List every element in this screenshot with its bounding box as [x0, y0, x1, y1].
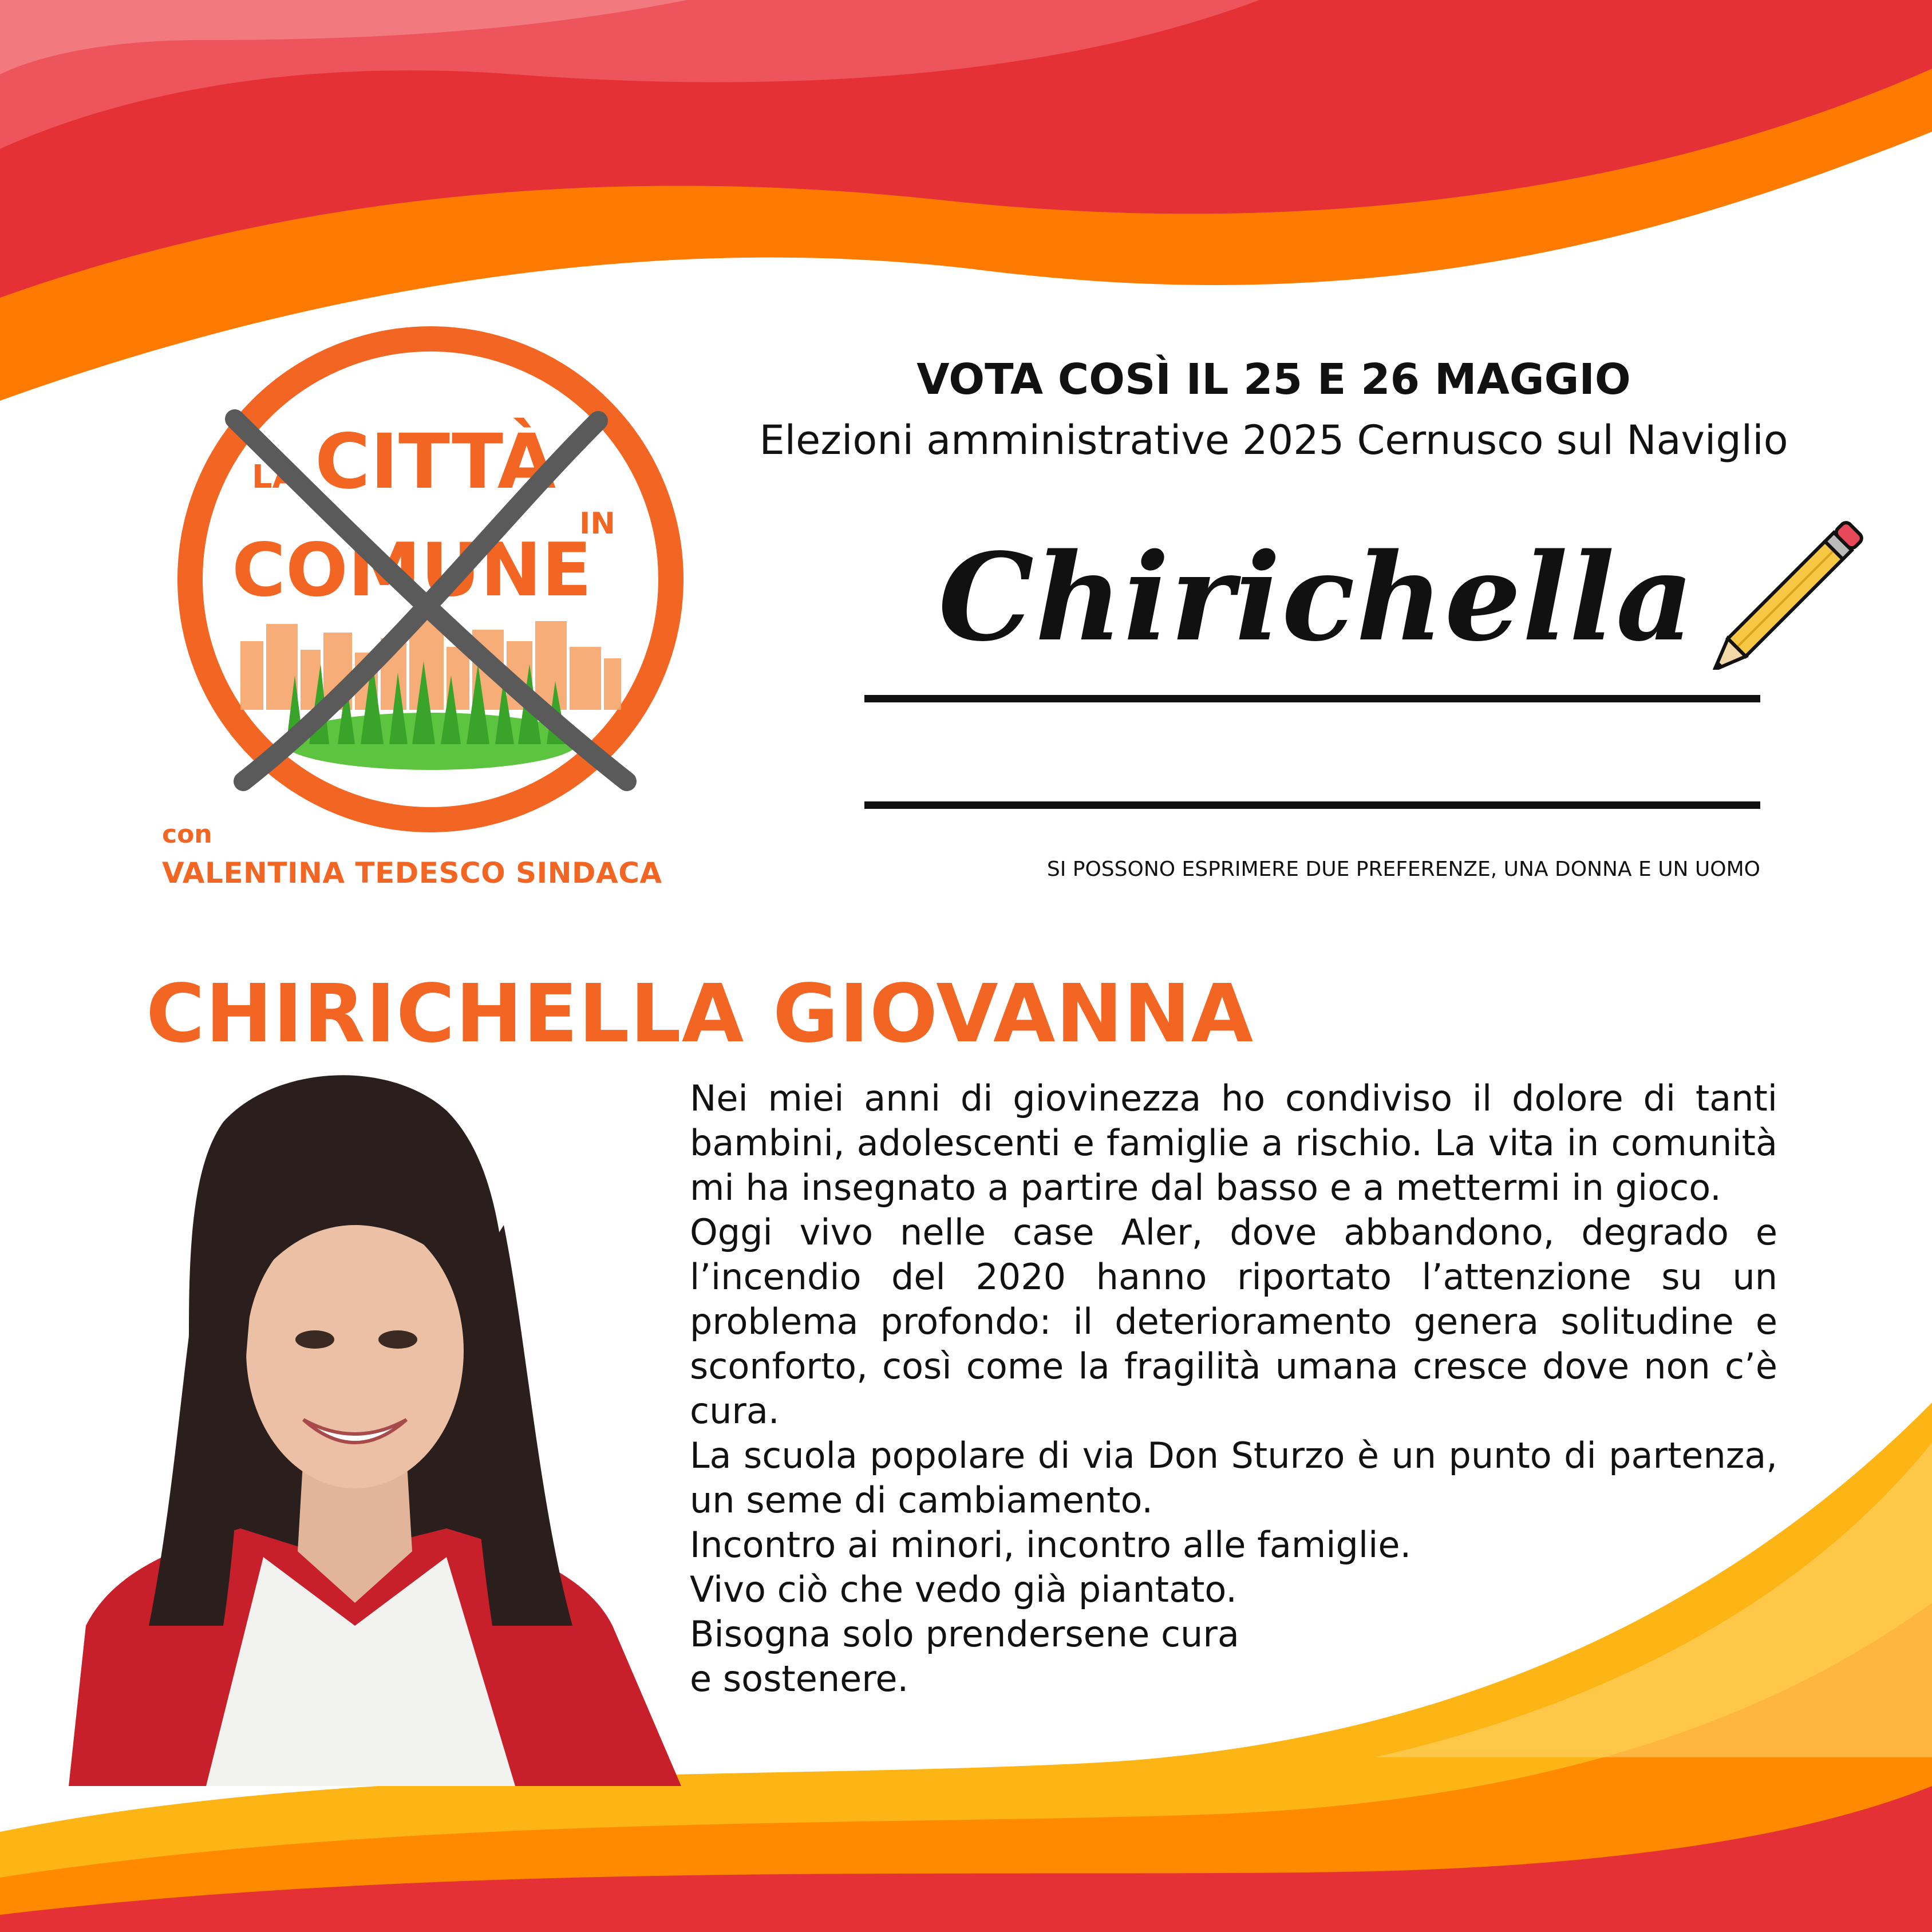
bio-paragraph: La scuola popolare di via Don Sturzo è un punto di partenza, un seme di cambiamento. — [690, 1435, 1777, 1521]
bio-paragraph: Oggi vivo nelle case Aler, dove abbandono, degrado e l’incendio del 2020 hanno riportato l’attenzione su un problema profondo: il deterioramento genera solitudine e sconforto, così come la fragilità umana cresce dove non c’è cura. — [690, 1211, 1777, 1432]
preferences-note: SI POSSONO ESPRIMERE DUE PREFERENZE, UNA DONNA E UN UOMO — [1046, 858, 1760, 881]
bio-paragraph: Bisogna solo prendersene cura — [690, 1613, 1239, 1655]
bio-paragraph: e sostenere. — [690, 1658, 909, 1700]
ballot-handwritten-name: Chirichella — [938, 527, 1695, 668]
logo-con-text: con — [162, 820, 212, 849]
bio-paragraph: Vivo ciò che vedo già piantato. — [690, 1568, 1237, 1610]
pencil-icon — [1712, 504, 1883, 670]
candidate-name-heading: CHIRICHELLA GIOVANNA — [146, 967, 1254, 1061]
ballot-line-2 — [864, 801, 1760, 809]
party-logo — [172, 321, 690, 839]
svg-text:IN: IN — [579, 507, 615, 541]
skyline-shape — [240, 618, 621, 710]
ballot-line-1 — [864, 695, 1760, 702]
election-subheading: Elezioni amministrative 2025 Cernusco sul Naviglio — [759, 417, 1788, 464]
svg-text:LA: LA — [252, 459, 298, 496]
vote-date-heading: VOTA COSÌ IL 25 E 26 MAGGIO — [916, 355, 1631, 404]
svg-text:COMUNE: COMUNE — [232, 528, 592, 613]
bio-paragraph: Incontro ai minori, incontro alle famiglie. — [690, 1524, 1412, 1566]
bio-paragraph: Nei miei anni di giovinezza ho condiviso il dolore di tanti bambini, adolescenti e famiglie a rischio. La vita in comunità mi ha insegnato a partire dal basso e a mettermi in gioco. — [690, 1077, 1777, 1208]
candidate-bio — [690, 1076, 1777, 1701]
svg-text:CITTÀ: CITTÀ — [315, 418, 556, 506]
mayor-candidate-text: VALENTINA TEDESCO SINDACA — [162, 856, 662, 890]
candidate-photo — [34, 1053, 693, 1786]
